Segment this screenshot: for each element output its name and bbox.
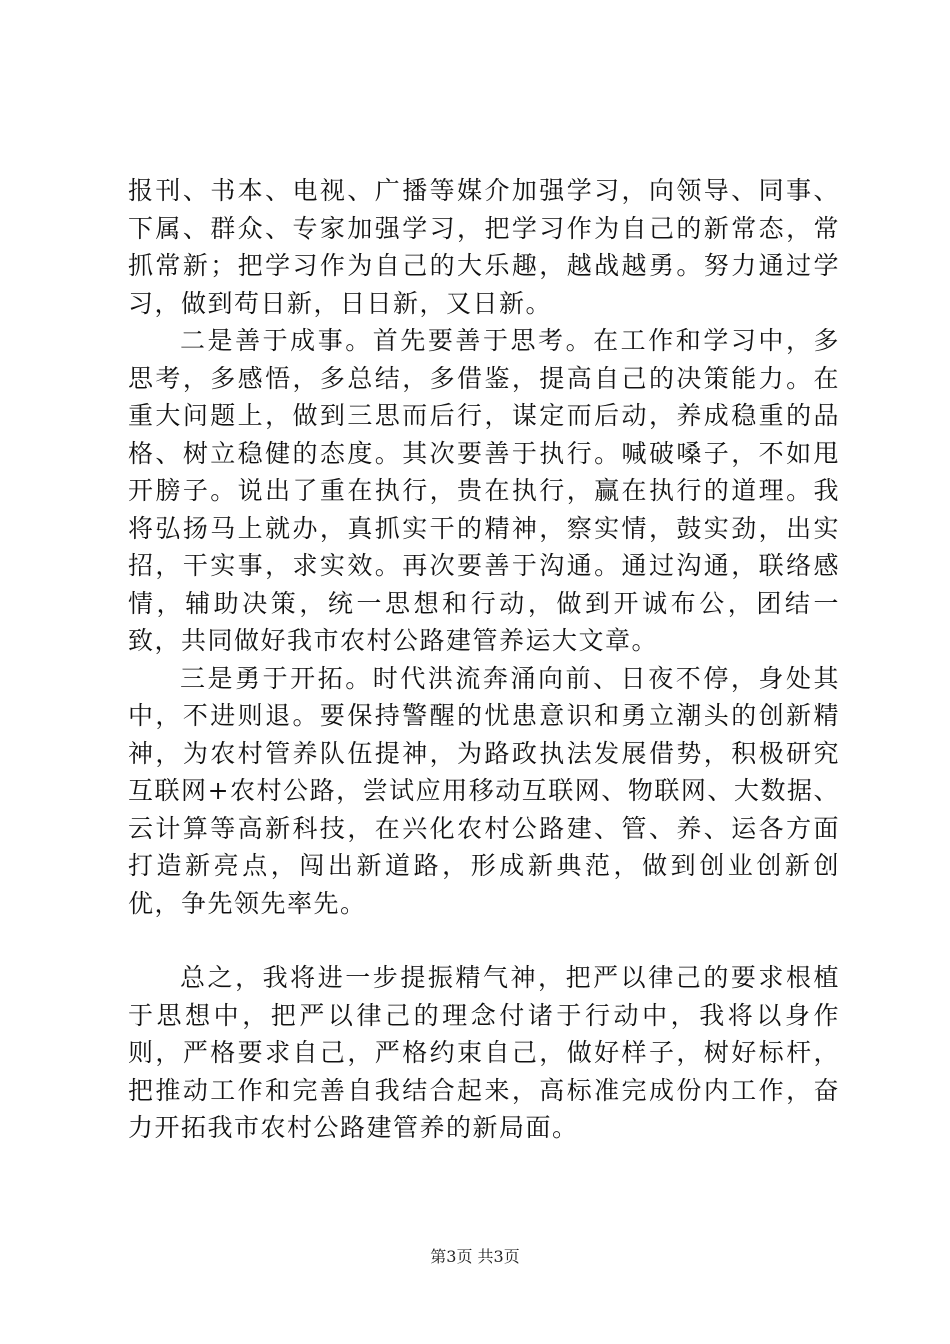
document-body — [128, 172, 840, 1147]
paragraph-conclusion: 总之，我将进一步提振精气神，把严以律己的要求根植于思想中，把严以律己的理念付诸于行动中，我将以身作则，严格要求自己，严格约束自己，做好样子，树好标杆，把推动工作和完善自我结合起来，高标准完成份内工作，奋力开拓我市农村公路建管养的新局面。 — [128, 963, 840, 1142]
paragraph-good-at-getting-things-done: 二是善于成事。首先要善于思考。在工作和学习中，多思考，多感悟，多总结，多借鉴，提高自己的决策能力。在重大问题上，做到三思而后行，谋定而后动，养成稳重的品格、树立稳健的态度。其次要善于执行。喊破嗓子，不如甩开膀子。说出了重在执行，贵在执行，赢在执行的道理。我将弘扬马上就办，真抓实干的精神，察实情，鼓实劲，出实招，干实事，求实效。再次要善于沟通。通过沟通，联络感情，辅助决策，统一思想和行动，做到开诚布公，团结一致，共同做好我市农村公路建管养运大文章。 — [128, 326, 840, 655]
paragraph-brave-to-pioneer: 三是勇于开拓。时代洪流奔涌向前、日夜不停，身处其中，不进则退。要保持警醒的忧患意识和勇立潮头的创新精神，为农村管养队伍提神，为路政执法发展借势，积极研究互联网+农村公路，尝试应用移动互联网、物联网、大数据、云计算等高新科技，在兴化农村公路建、管、养、运各方面打造新亮点，闯出新道路，形成新典范，做到创业创新创优，争先领先率先。 — [128, 663, 840, 918]
paragraph-study-continuation: 报刊、书本、电视、广播等媒介加强学习，向领导、同事、下属、群众、专家加强学习，把学习作为自己的新常态，常抓常新；把学习作为自己的大乐趣，越战越勇。努力通过学习，做到苟日新，日日新，又日新。 — [128, 176, 840, 318]
page-number-footer: 第3页 共3页 — [430, 1247, 520, 1266]
